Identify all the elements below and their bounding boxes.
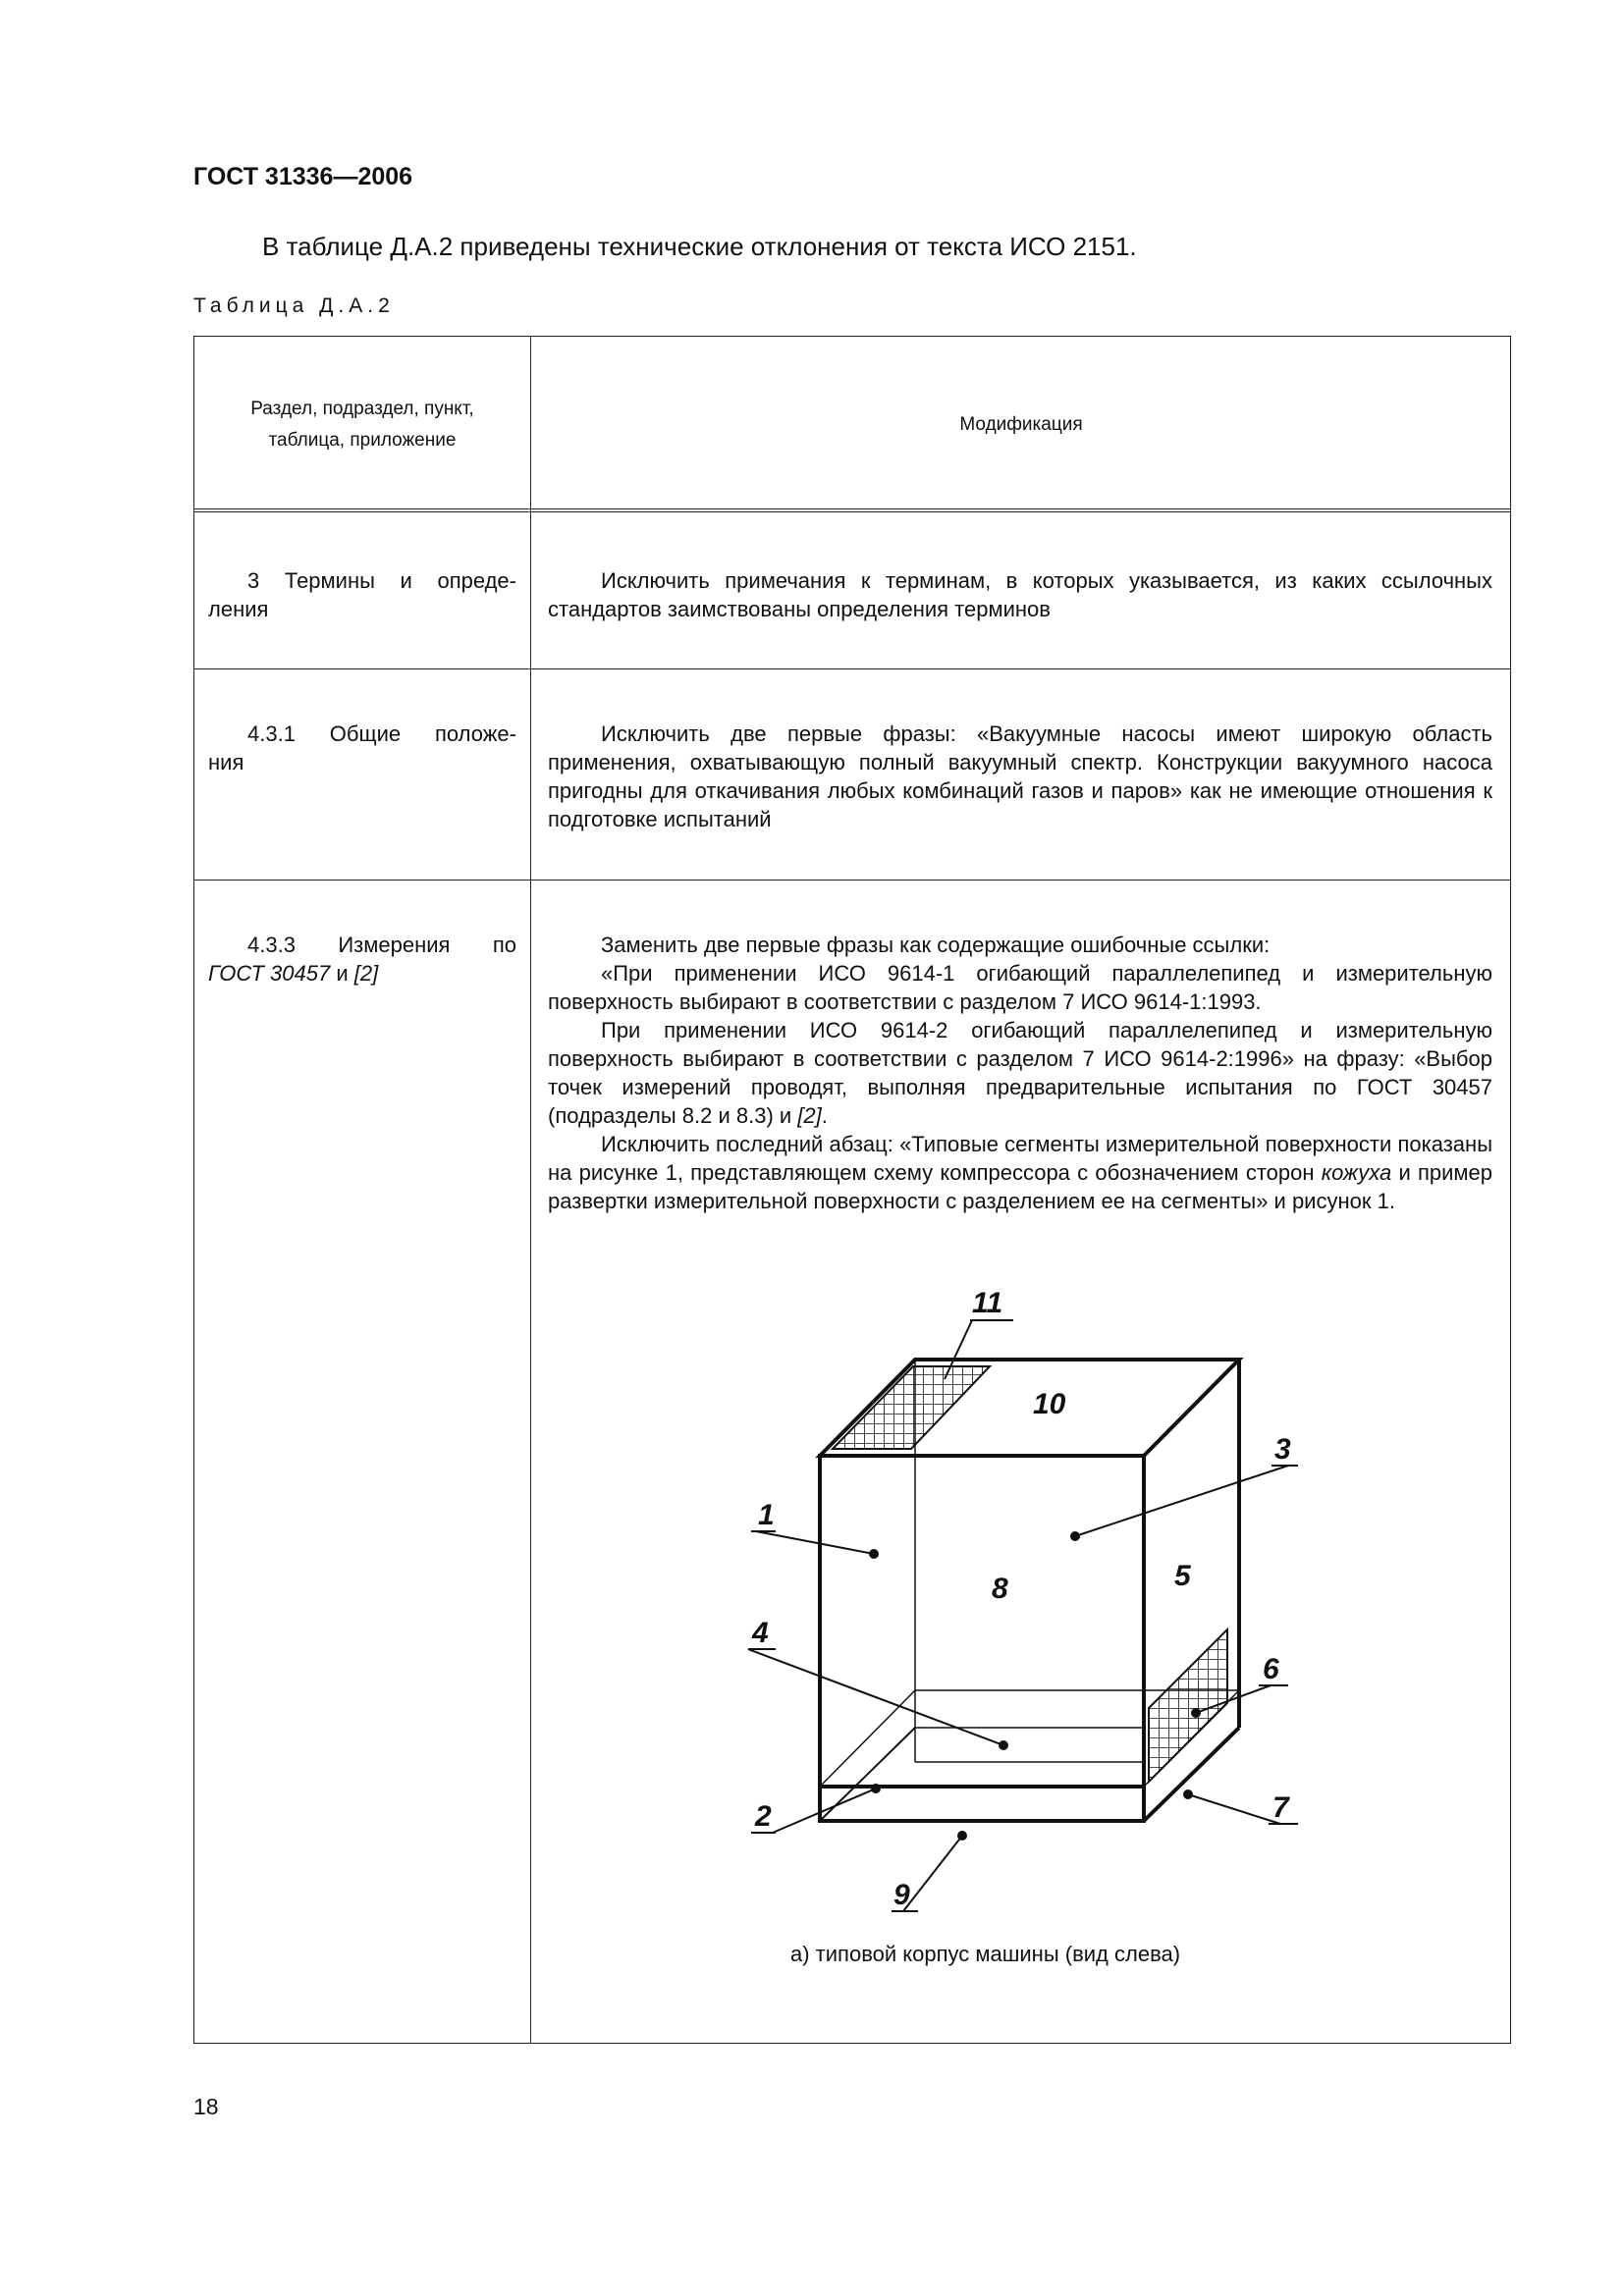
figure-caption: а) типовой корпус машины (вид слева) bbox=[790, 1942, 1181, 1966]
figure-label: 7 bbox=[1272, 1791, 1289, 1824]
header-divider bbox=[194, 508, 1510, 512]
row-divider bbox=[194, 668, 1510, 669]
column-header-section-line: Раздел, подраздел, пункт, bbox=[250, 399, 474, 419]
figure-label: 4 bbox=[752, 1617, 769, 1649]
emphasis-text: кожуха bbox=[1321, 1160, 1392, 1185]
column-header-section bbox=[194, 394, 530, 456]
reference-bibliography: [2] bbox=[353, 961, 379, 986]
section-line: ления bbox=[208, 597, 269, 621]
machine-housing-figure bbox=[746, 1266, 1316, 1914]
figure-label: 2 bbox=[755, 1800, 772, 1833]
modification-paragraph bbox=[548, 1016, 1492, 1130]
section-line: 3 Термины и опреде- bbox=[247, 568, 516, 593]
modification-paragraph bbox=[548, 1130, 1492, 1215]
section-line: 4.3.1 Общие положе- bbox=[247, 721, 516, 746]
page-number: 18 bbox=[193, 2094, 219, 2119]
table-row-modification: Исключить примечания к терминам, в которых указывается, из каких ссылочных стандартов заимствованы определения терминов bbox=[548, 568, 1492, 621]
table-row-modification: Исключить две первые фразы: «Вакуумные насосы имеют широкую область применения, охватывающую полный вакуумный спектр. Конструкции вакуумного насоса пригодны для откачивания любых комбинаций газов и паров» как не имеющие отношения к подготовке испытаний bbox=[548, 721, 1492, 831]
column-divider bbox=[530, 337, 531, 2043]
paragraph-text: Исключить последний абзац: «Типовые сегменты измерительной поверхности показаны на рисунке 1, представляющем схему компрессора с обозначением сторон bbox=[548, 1132, 1492, 1185]
table-row-section bbox=[208, 931, 516, 988]
column-header-modification: Модификация bbox=[959, 414, 1083, 435]
figure-label: 10 bbox=[1033, 1388, 1066, 1420]
conjunction: и bbox=[330, 961, 354, 986]
table-row-modification bbox=[548, 931, 1492, 1215]
section-line: ния bbox=[208, 750, 244, 774]
column-header-section-line: таблица, приложение bbox=[268, 430, 457, 451]
front-face bbox=[820, 1456, 1144, 1821]
section-line: 4.3.3 Измерения по bbox=[247, 933, 516, 957]
reference-gost: ГОСТ 30457 bbox=[208, 961, 331, 986]
paragraph-text: При применении ИСО 9614-2 огибающий параллелепипед и измерительную поверхность выбирают в соответствии с разделом 7 ИСО 9614-2:1996» на фразу: «Выбор точек измерений проводят, выполняя предварительные испытания по ГОСТ 30457 (подразделы 8.2 и 8.3) и bbox=[548, 1018, 1492, 1128]
table-row-section bbox=[208, 566, 516, 623]
modification-paragraph: Заменить две первые фразы как содержащие ошибочные ссылки: bbox=[601, 933, 1271, 957]
figure-label: 11 bbox=[972, 1287, 1003, 1319]
paragraph-text: . bbox=[821, 1103, 828, 1128]
figure-label: 9 bbox=[893, 1879, 910, 1911]
figure-label: 5 bbox=[1174, 1560, 1191, 1592]
top-grille bbox=[833, 1366, 990, 1449]
figure-label: 6 bbox=[1263, 1653, 1279, 1685]
table-caption: Таблица Д.А.2 bbox=[193, 294, 395, 317]
paragraph-text: и пример развертки измерительной поверхности с разделением ее на сегменты» и рисунок 1. bbox=[548, 1160, 1492, 1213]
table-row-section bbox=[208, 720, 516, 776]
base-inner-edge bbox=[820, 1690, 915, 1787]
modification-paragraph: «При применении ИСО 9614-1 огибающий параллелепипед и измерительную поверхность выбирают в соответствии с разделом 7 ИСО 9614-1:1993. bbox=[548, 961, 1492, 1014]
reference-bibliography: [2] bbox=[797, 1103, 822, 1128]
figure-label: 8 bbox=[992, 1573, 1008, 1605]
figure-label: 3 bbox=[1274, 1433, 1291, 1466]
row-divider bbox=[194, 880, 1510, 881]
document-id: ГОСТ 31336—2006 bbox=[193, 163, 413, 190]
figure-label: 1 bbox=[758, 1499, 775, 1531]
intro-paragraph: В таблице Д.А.2 приведены технические отклонения от текста ИСО 2151. bbox=[262, 232, 1137, 261]
